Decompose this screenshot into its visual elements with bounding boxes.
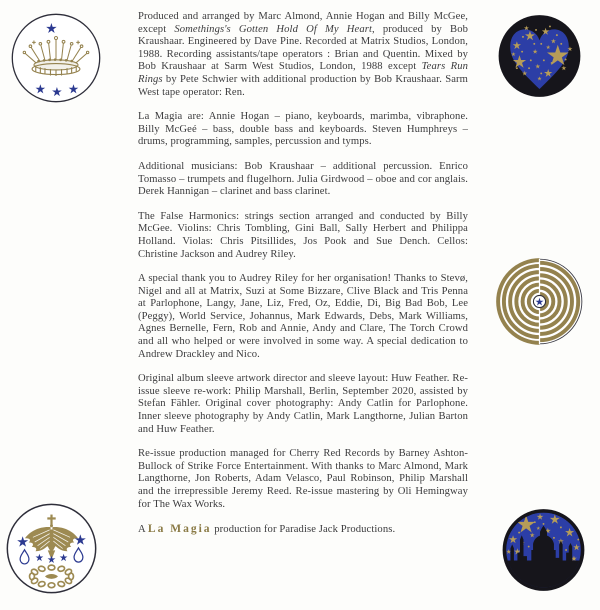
eagle-crest-tears-chain-seal-icon bbox=[5, 502, 98, 595]
credits-text bbox=[138, 11, 468, 605]
credits-paragraph: The False Harmonics: strings section arranged and conducted by Billy McGee. Violins: Chris Tombling, Gini Ball, Sally Herbert and Philippa Holland. Violas: Chris Pitsillides, Jos Pook and Sue Dench. Cellos: Christine Jackson and Audrey Riley. bbox=[138, 210, 468, 260]
credits-paragraph: A special thank you to Audrey Riley for her organisation! Thanks to Stevø, Nigel and all at Matrix, Suzi at Some Bizzare, Clive Black and Tris Penna at Parlophone, Langy, Jane, Liz, Fred, Oz, Eddie, Di, Big Bad Bob, Lee (Peggy), World Service, Johannus, Mark Edwards, Debs, Mark Williams, Agnes Bernelle, Fern, Rob and Annie, Andy and Clare, The Torch Crowd and all who helped or were involved in some way. A special dedication to Andrew Drackley and Nico. bbox=[138, 273, 468, 360]
starry-heart-seal-icon bbox=[496, 12, 583, 100]
target-spiral-star-seal-icon bbox=[495, 257, 584, 346]
credits-paragraph: Re-issue production managed for Cherry Red Records by Barney Ashton-Bullock of Strike Force Entertainment. With thanks to Marc Almond, Mark Langthorne, Jon Roberts, Adam Velasco, Paul Robinson, Philip Marshall and the irrepressible Jeremy Reed. Re-issue mastering by Oli Hemingway for The Wax Works. bbox=[138, 448, 468, 510]
credits-paragraph: Produced and arranged by Marc Almond, Annie Hogan and Billy McGee, except Somethings's Gotten Hold Of My Heart, produced by Bob Kraushaar. Engineered by Dave Pine. Recorded at Matrix Studios, London, 1988. Recording assistants/tape operators : Brian and Quentin. Mixed by Bob Kraushaar at Sarm West Studios, London, 1988 except Tears Run Rings by Pete Schwier with additional production by Bob Kraushaar. Sarm West tape operator: Ren. bbox=[138, 11, 468, 98]
la-magia-brand: La Magia bbox=[147, 523, 212, 536]
credits-paragraph: A La Magia production for Paradise Jack Productions. bbox=[138, 523, 396, 536]
crown-stars-seal-icon bbox=[9, 12, 103, 104]
credits-paragraph: Original album sleeve artwork director and sleeve layout: Huw Feather. Re-issue sleeve re-work: Philip Marshall, Berlin, September 2020, assisted by Stefan Fähler. Original cover photography: Andy Catlin for Parlophone. Inner sleeve photography by Andy Catlin, Mark Langthorne, Julian Barton and Huw Feather. bbox=[138, 373, 468, 435]
credits-paragraph: La Magia are: Annie Hogan – piano, keyboards, marimba, vibraphone. Billy McGeé – bass, double bass and keyboards. Steven Humphreys – drums, programming, samples, percussion and tymps. bbox=[138, 111, 468, 148]
starry-city-skyline-seal-icon bbox=[500, 506, 587, 594]
credits-paragraph: Additional musicians: Bob Kraushaar – additional percussion. Enrico Tomasso – trumpets and flugelhorn. Julia Girdwood – oboe and cor anglais. Derek Hannigan – clarinet and bass clarinet. bbox=[138, 160, 468, 198]
